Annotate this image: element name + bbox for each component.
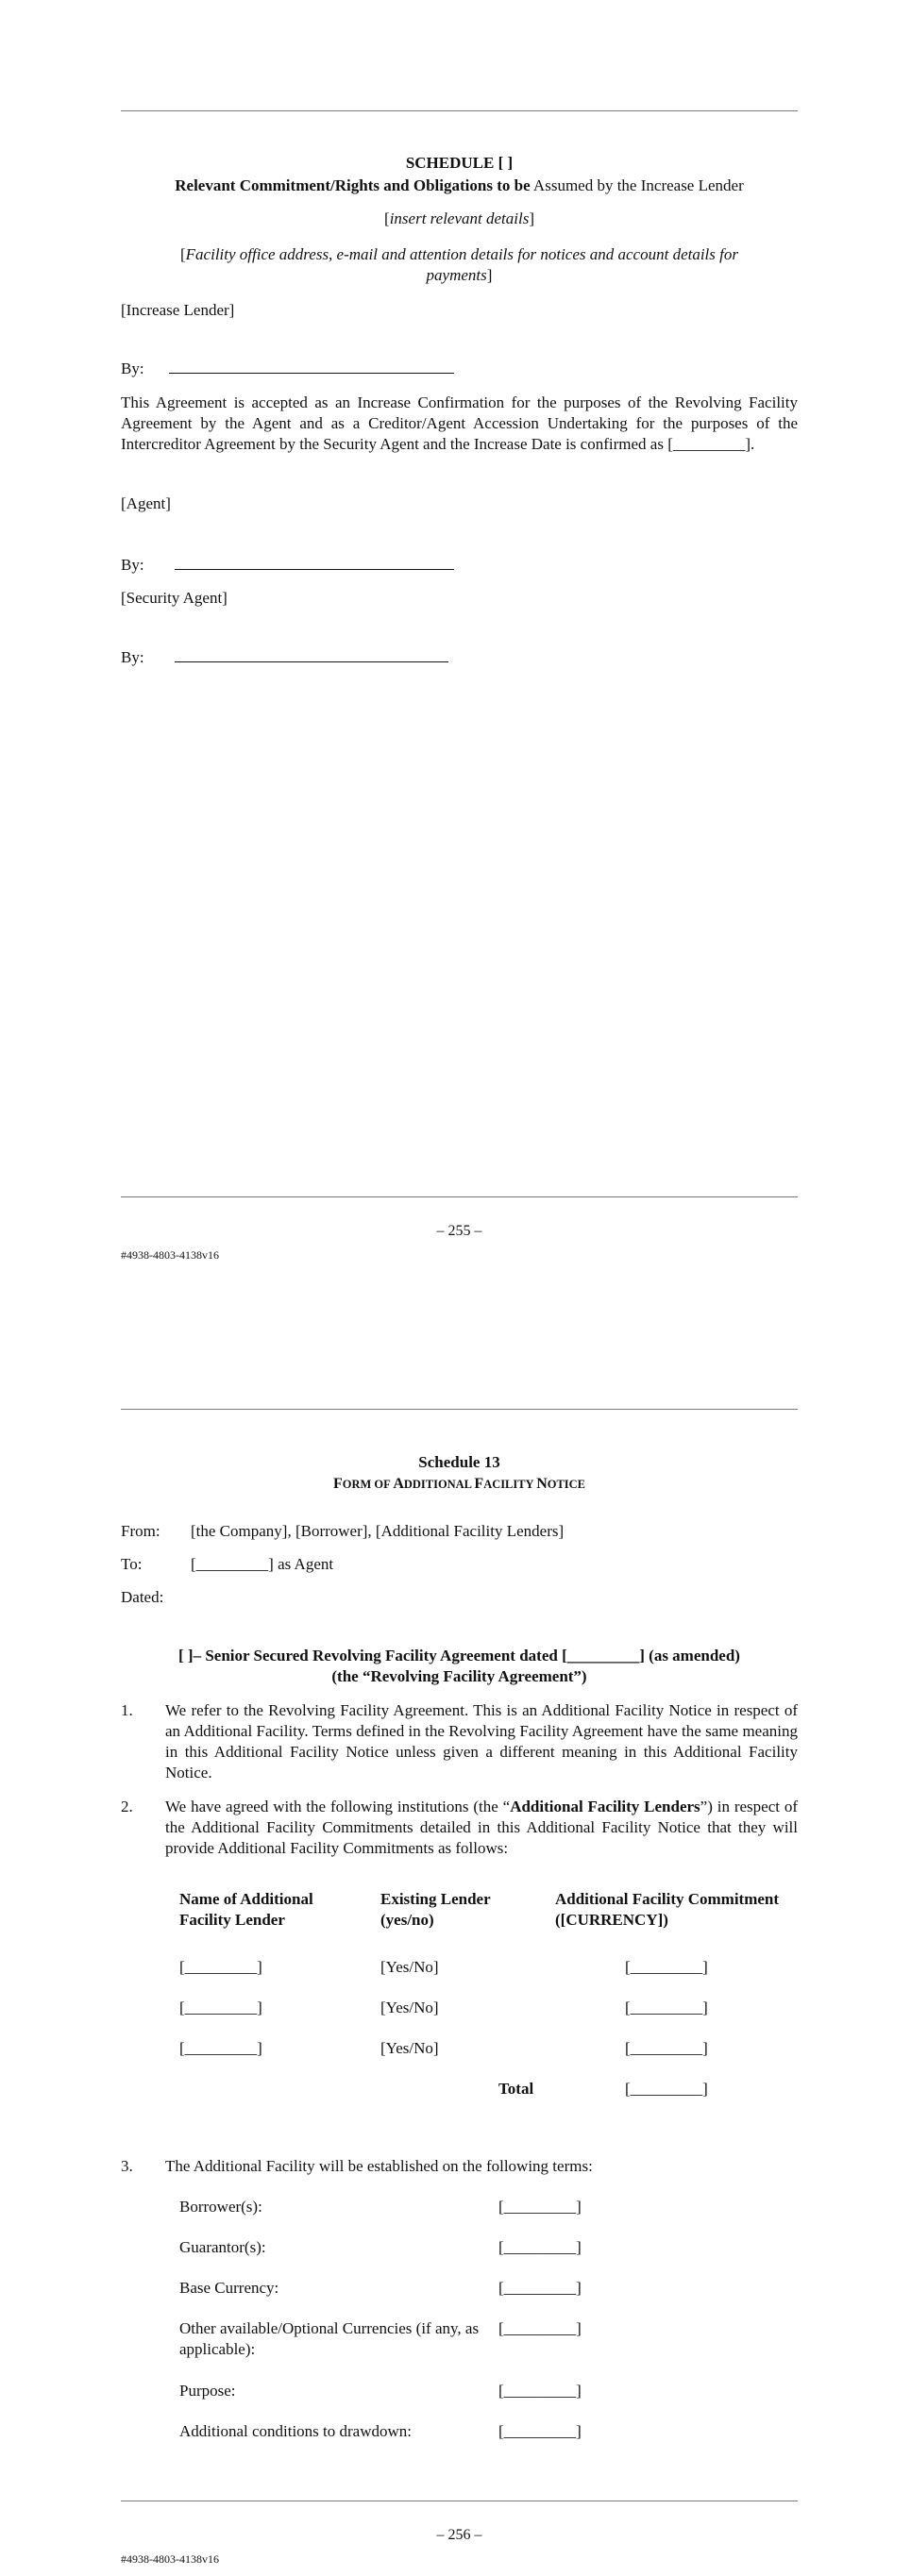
term-label: Purpose: bbox=[179, 2382, 236, 2400]
document-id: #4938-4803-4138v16 bbox=[121, 1248, 219, 1262]
term-value: [_________] bbox=[498, 2279, 582, 2297]
schedule-heading: SCHEDULE [ ] bbox=[405, 154, 514, 172]
form-title-part: OTICE bbox=[547, 1478, 585, 1491]
by-label: By: bbox=[121, 556, 144, 574]
table-cell: [_________] bbox=[625, 1999, 708, 2016]
table-header-existing: Existing Lender (yes/no) bbox=[380, 1890, 491, 1930]
facility-office-line2: payments bbox=[426, 266, 487, 285]
security-agent-label: [Security Agent] bbox=[121, 589, 228, 607]
term-label: Guarantor(s): bbox=[179, 2238, 266, 2256]
paragraph-number: 3. bbox=[121, 2157, 133, 2175]
form-title-part: N bbox=[536, 1476, 548, 1492]
term-value: [_________] bbox=[498, 2238, 582, 2256]
subheading-bold: Relevant Commitment/Rights and Obligations to be bbox=[175, 176, 531, 194]
page1-bottom-rule bbox=[121, 1196, 798, 1197]
agent-label: [Agent] bbox=[121, 494, 171, 512]
table-total-label: Total bbox=[498, 2080, 534, 2098]
signature-line bbox=[175, 661, 448, 662]
form-title bbox=[121, 1475, 798, 1495]
paragraph-number: 2. bbox=[121, 1798, 133, 1815]
table-cell: [Yes/No] bbox=[380, 2039, 439, 2057]
insert-details-text: insert relevant details bbox=[389, 209, 530, 227]
term-value: [_________] bbox=[498, 2422, 582, 2440]
acceptance-paragraph: This Agreement is accepted as an Increase Confirmation for the purposes of the Revolving Facility Agreement by the Agent and as a Creditor/Agent Accession Undertaking for the purposes of the Intercreditor Agreement by the Security Agent and the Increase Date is confirmed as [_________]. bbox=[121, 393, 798, 454]
table-cell: [_________] bbox=[179, 1958, 262, 1976]
table-cell: [Yes/No] bbox=[380, 1999, 439, 2016]
page1-top-rule bbox=[121, 110, 798, 111]
agreement-reference bbox=[121, 1646, 798, 1687]
term-value: [_________] bbox=[498, 2319, 582, 2337]
para2-post: ”) in respect of the Additional Facility Commitments detailed in this Additional Facility Notice that they will provide Additional Facility Commitments as follows: bbox=[165, 1798, 798, 1858]
paragraph-1 bbox=[121, 1700, 798, 1783]
to-value: [_________] as Agent bbox=[191, 1555, 334, 1573]
signature-line bbox=[169, 372, 454, 374]
agreement-line2: (the “Revolving Facility Agreement”) bbox=[331, 1667, 587, 1686]
paragraph-number: 1. bbox=[121, 1701, 133, 1719]
table-cell: [Yes/No] bbox=[380, 1958, 439, 1976]
table-cell: [_________] bbox=[179, 2039, 262, 2057]
by-label: By: bbox=[121, 360, 144, 377]
increase-lender-label: [Increase Lender] bbox=[121, 301, 235, 319]
schedule-13-heading: Schedule 13 bbox=[418, 1453, 500, 1471]
schedule-subheading bbox=[121, 176, 798, 196]
facility-office-line1: Facility office address, e-mail and attention details for notices and account details for bbox=[185, 245, 738, 263]
from-label: From: bbox=[121, 1522, 160, 1540]
para2-pre: We have agreed with the following institutions (the “ bbox=[165, 1798, 511, 1815]
page-number: – 255 – bbox=[436, 1223, 482, 1239]
table-header-lender: Name of Additional Facility Lender bbox=[179, 1890, 313, 1930]
paragraph-3 bbox=[121, 2156, 798, 2177]
term-label: Additional conditions to drawdown: bbox=[179, 2422, 413, 2440]
from-line bbox=[121, 1521, 564, 1542]
insert-details: [insert relevant details] bbox=[384, 209, 534, 227]
paragraph-2 bbox=[121, 1797, 798, 1859]
form-title-part: DDITIONAL bbox=[403, 1478, 475, 1491]
signature-line-increase-lender bbox=[121, 359, 454, 379]
term-label: Borrower(s): bbox=[179, 2198, 262, 2216]
term-value: [_________] bbox=[498, 2382, 582, 2400]
table-total-value: [_________] bbox=[625, 2080, 708, 2098]
table-cell: [_________] bbox=[625, 1958, 708, 1976]
term-value: [_________] bbox=[498, 2198, 582, 2216]
para2-defined-term: Additional Facility Lenders bbox=[510, 1798, 700, 1815]
table-cell: [_________] bbox=[179, 1999, 262, 2016]
subheading-normal: Assumed by the Increase Lender bbox=[530, 176, 744, 194]
form-title-part: ORM OF bbox=[342, 1478, 394, 1491]
from-value: [the Company], [Borrower], [Additional Facility Lenders] bbox=[191, 1522, 565, 1540]
signature-line-agent bbox=[121, 555, 454, 576]
signature-line-security-agent bbox=[121, 647, 448, 668]
to-line bbox=[121, 1554, 333, 1575]
term-label: Base Currency: bbox=[179, 2279, 279, 2297]
paragraph-text: The Additional Facility will be established on the following terms: bbox=[165, 2157, 593, 2175]
form-title-part: F bbox=[333, 1476, 343, 1492]
form-title-part: A bbox=[393, 1476, 404, 1492]
signature-line bbox=[175, 568, 454, 570]
facility-office-details: [Facility office address, e-mail and attention details for notices and account details for payments] bbox=[180, 245, 738, 285]
table-header-commitment: Additional Facility Commitment ([CURRENCY]) bbox=[555, 1890, 780, 1930]
form-title-part: ACILITY bbox=[483, 1478, 537, 1491]
paragraph-text bbox=[165, 1797, 798, 1859]
by-label: By: bbox=[121, 648, 144, 666]
page2-top-rule bbox=[121, 1409, 798, 1410]
dated-line: Dated: bbox=[121, 1588, 164, 1606]
page-number: – 256 – bbox=[436, 2527, 482, 2543]
paragraph-text: We refer to the Revolving Facility Agreement. This is an Additional Facility Notice in respect of an Additional Facility. Terms defined in the Revolving Facility Agreement have the same meaning in this Additional Facility Notice unless given a different meaning in this Additional Facility Notice. bbox=[165, 1701, 798, 1782]
table-cell: [_________] bbox=[625, 2039, 708, 2057]
term-label: Other available/Optional Currencies (if any, as applicable): bbox=[179, 2319, 480, 2359]
agreement-line1: [ ]– Senior Secured Revolving Facility Agreement dated [_________] (as amended) bbox=[178, 1647, 740, 1664]
to-label: To: bbox=[121, 1555, 143, 1573]
document-id: #4938-4803-4138v16 bbox=[121, 2552, 219, 2566]
form-title-part: F bbox=[474, 1476, 484, 1492]
